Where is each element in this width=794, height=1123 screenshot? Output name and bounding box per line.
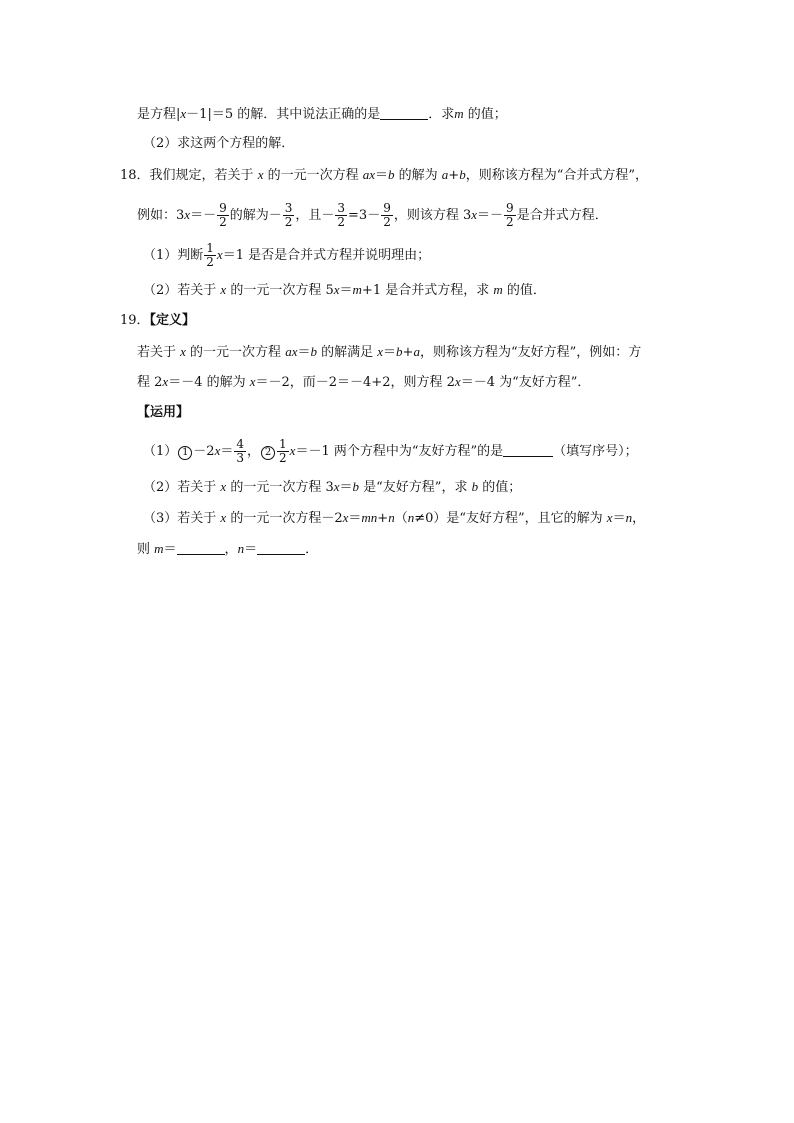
fraction-numerator: 4 bbox=[236, 437, 244, 451]
circled-number-2: 2 bbox=[261, 446, 275, 460]
q18-example bbox=[137, 200, 608, 231]
var-m: m bbox=[454, 106, 464, 121]
text: ＝－4 的解为 bbox=[168, 375, 250, 390]
var-ax: ax bbox=[285, 344, 298, 359]
fraction-denominator: 2 bbox=[279, 451, 287, 465]
var-x: x bbox=[249, 374, 256, 389]
text: ．求 bbox=[428, 107, 455, 122]
fraction-numerator: 1 bbox=[279, 437, 287, 451]
var-x: x bbox=[606, 510, 613, 525]
text: 我们规定，若关于 bbox=[149, 168, 258, 183]
text: ， bbox=[224, 542, 238, 557]
fraction-denominator: 2 bbox=[383, 215, 391, 229]
text: 的解为 bbox=[394, 168, 442, 183]
q19-heading bbox=[120, 311, 195, 331]
fraction-numerator: 9 bbox=[383, 201, 391, 215]
var-n: n bbox=[407, 510, 415, 525]
var-b: b bbox=[459, 167, 466, 182]
var-n: n bbox=[388, 510, 395, 525]
text: （2）求这两个方程的解． bbox=[143, 136, 295, 151]
text: －1|＝5 的解．其中说法正确的是 bbox=[186, 107, 381, 122]
var-x: x bbox=[214, 443, 221, 458]
q19-part3-answers bbox=[137, 539, 318, 560]
answer-blank-n[interactable] bbox=[257, 542, 305, 555]
var-m: m bbox=[154, 541, 164, 556]
var-x: x bbox=[257, 167, 264, 182]
text: 则 bbox=[137, 542, 155, 557]
fraction-denominator: 2 bbox=[506, 215, 514, 229]
text: + bbox=[402, 345, 414, 360]
var-x: x bbox=[162, 374, 169, 389]
text: ＝ bbox=[297, 345, 311, 360]
text: ，则称该方程为“合并式方程”， bbox=[465, 168, 648, 183]
answer-blank-m[interactable] bbox=[177, 542, 225, 555]
text: ，则称该方程为“友好方程”，例如：方 bbox=[419, 345, 642, 360]
text: ＝ bbox=[244, 542, 258, 557]
fraction bbox=[234, 438, 246, 465]
var-m: m bbox=[493, 282, 503, 297]
fraction-denominator: 2 bbox=[337, 215, 346, 229]
text: 是合并式方程． bbox=[516, 208, 608, 223]
text: ，且－ bbox=[295, 208, 335, 223]
text: =3－ bbox=[348, 208, 381, 223]
text: + bbox=[377, 511, 389, 526]
text: ，则该方程 3 bbox=[393, 208, 472, 223]
var-x: x bbox=[377, 344, 384, 359]
text: 若关于 bbox=[137, 345, 181, 360]
var-ax: ax bbox=[362, 167, 376, 182]
text: + bbox=[448, 168, 460, 183]
text: 程 2 bbox=[137, 375, 163, 390]
var-x: x bbox=[220, 282, 227, 297]
var-x: x bbox=[454, 374, 461, 389]
text: 的一元一次方程 bbox=[263, 168, 363, 183]
fraction-denominator: 2 bbox=[219, 215, 227, 229]
text: ＝ bbox=[348, 511, 362, 526]
text: 的一元一次方程－2 bbox=[226, 511, 343, 526]
var-b: b bbox=[388, 167, 395, 182]
var-x: x bbox=[180, 106, 187, 121]
fraction-numerator: 9 bbox=[506, 201, 514, 215]
var-n: n bbox=[625, 510, 633, 525]
q18-part1 bbox=[143, 240, 430, 271]
section-label-definition: 【定义】 bbox=[149, 313, 196, 328]
var-x: x bbox=[333, 479, 340, 494]
fraction-numerator: 1 bbox=[206, 241, 214, 255]
answer-blank[interactable] bbox=[380, 107, 428, 120]
fraction-denominator: 3 bbox=[236, 451, 244, 465]
text: ＝ bbox=[339, 480, 353, 495]
var-mn: mn bbox=[361, 510, 378, 525]
var-x: x bbox=[342, 510, 349, 525]
text: ＝－4 为“友好方程”． bbox=[460, 375, 591, 390]
text: ＝－2，而－2＝－4+2，则方程 2 bbox=[255, 375, 455, 390]
var-x: x bbox=[289, 443, 296, 458]
text: 的解满足 bbox=[316, 345, 378, 360]
var-x: x bbox=[220, 479, 227, 494]
var-b: b bbox=[310, 344, 317, 359]
fraction bbox=[283, 202, 295, 229]
var-x: x bbox=[180, 344, 186, 359]
text: ＝ bbox=[375, 168, 389, 183]
text: （2）若关于 bbox=[143, 283, 221, 298]
q19-definition-line2 bbox=[137, 372, 590, 393]
var-a: a bbox=[413, 344, 420, 359]
var-x: x bbox=[216, 247, 223, 262]
fraction-numerator: 9 bbox=[219, 201, 227, 215]
var-n: n bbox=[237, 541, 245, 556]
circled-number-1: 1 bbox=[178, 446, 192, 460]
question-number: 19． bbox=[120, 313, 150, 328]
var-b: b bbox=[352, 479, 360, 494]
text: （1） bbox=[143, 444, 178, 459]
text: ＝1 是否是合并式方程并说明理由； bbox=[222, 248, 431, 263]
var-x: x bbox=[333, 282, 340, 297]
answer-blank[interactable] bbox=[503, 444, 553, 457]
text: ＝－ bbox=[477, 208, 504, 223]
text: 的一元一次方程 5 bbox=[226, 283, 334, 298]
text: ＝ bbox=[220, 444, 234, 459]
var-x: x bbox=[471, 207, 478, 222]
fraction bbox=[217, 202, 229, 229]
fraction-denominator: 2 bbox=[284, 215, 293, 229]
fraction bbox=[335, 202, 347, 229]
text: +1 是合并式方程，求 bbox=[361, 283, 494, 298]
question-number: 18． bbox=[120, 168, 150, 183]
var-b: b bbox=[471, 479, 479, 494]
var-x: x bbox=[184, 207, 191, 222]
text: －2 bbox=[193, 444, 215, 459]
fraction bbox=[204, 242, 216, 269]
text: 的值； bbox=[463, 107, 507, 122]
text: ， bbox=[247, 444, 261, 459]
q19-definition-line1 bbox=[137, 342, 641, 363]
text: 的一元一次方程 3 bbox=[226, 480, 334, 495]
text: （2）若关于 bbox=[143, 480, 221, 495]
text: ＝ bbox=[339, 283, 353, 298]
fraction bbox=[381, 202, 393, 229]
text: （ bbox=[394, 511, 408, 526]
text: 的一元一次方程 bbox=[185, 345, 286, 360]
fraction bbox=[277, 438, 289, 465]
fraction-numerator: 3 bbox=[337, 201, 346, 215]
text: ＝ bbox=[383, 345, 397, 360]
text: （填写序号）； bbox=[553, 444, 638, 459]
text: 例如：3 bbox=[137, 208, 185, 223]
q19-part3 bbox=[143, 508, 645, 529]
text: ． bbox=[305, 542, 319, 557]
q19-part2 bbox=[143, 477, 521, 498]
var-b: b bbox=[396, 344, 403, 359]
var-a: a bbox=[441, 167, 449, 182]
text: ， bbox=[632, 511, 646, 526]
text: 是方程| bbox=[137, 107, 181, 122]
text: 是“友好方程”，求 bbox=[359, 480, 472, 495]
var-x: x bbox=[220, 510, 227, 525]
text: ＝－ bbox=[190, 208, 217, 223]
text: ＝ bbox=[163, 542, 177, 557]
text: ＝－1 两个方程中为“友好方程”的是 bbox=[295, 444, 504, 459]
fraction bbox=[504, 202, 516, 229]
q17-part2 bbox=[143, 134, 294, 154]
q18-stem bbox=[120, 165, 648, 186]
text: ＝ bbox=[612, 511, 626, 526]
q19-usage-heading bbox=[137, 403, 189, 423]
text: ≠0）是“友好方程”，且它的解为 bbox=[414, 511, 607, 526]
q18-part2 bbox=[143, 280, 546, 301]
text: （3）若关于 bbox=[143, 511, 221, 526]
fraction-denominator: 2 bbox=[206, 255, 214, 269]
q19-part1 bbox=[143, 436, 638, 467]
section-label-usage: 【运用】 bbox=[137, 405, 190, 420]
text: 的值． bbox=[502, 283, 546, 298]
var-m: m bbox=[352, 282, 362, 297]
text: 的值； bbox=[478, 480, 522, 495]
text: 的解为－ bbox=[229, 208, 282, 223]
q17-continuation-line bbox=[137, 104, 507, 125]
fraction-numerator: 3 bbox=[284, 201, 293, 215]
text: （1）判断 bbox=[143, 248, 204, 263]
